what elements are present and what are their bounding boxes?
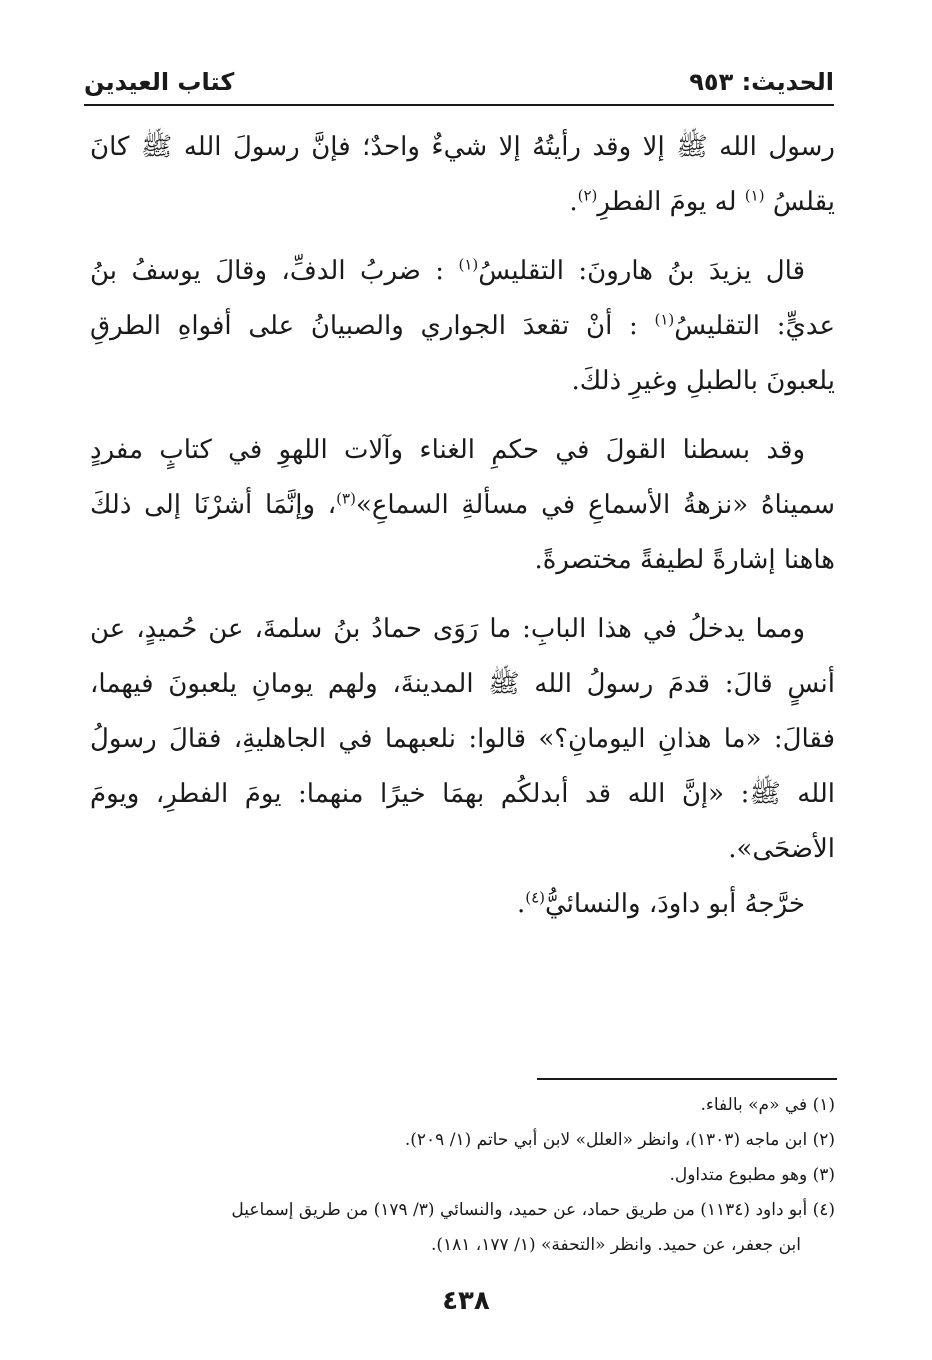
footnote-ref: (١) [654, 310, 675, 329]
paragraph-5-text: خرَّجهُ أبو داودَ، والنسائيُّ [544, 889, 805, 919]
footnotes [90, 1088, 835, 1263]
footnote-divider [537, 1078, 837, 1080]
running-header [84, 62, 834, 106]
footnote-ref: (١) [744, 186, 765, 205]
period: . [516, 889, 526, 919]
paragraph-3-text-2: ، وإنَّمَا أشرْنَا إلى ذلكَ هاهنا إشارةً لطيفةً مختصرةً. [90, 490, 835, 575]
paragraph-1-text-2: له يومَ الفطرِ [597, 187, 737, 217]
footnote-ref: (١) [458, 255, 479, 274]
page-number: ٤٣٨ [442, 1286, 490, 1316]
paragraph-3 [90, 423, 835, 588]
paragraph-2-text-3: : أنْ تقعدَ الجواري والصبيانُ على أفواهِ الطرقِ يلعبونَ بالطبلِ وغيرِ ذلكَ. [90, 311, 835, 396]
footnote-4-continued: ابن جعفر، عن حميد. وانظر «التحفة» (١/ ١٧٧، ١٨١). [430, 1235, 801, 1255]
footnote-3: (٣) وهو مطبوع متداول. [669, 1165, 835, 1185]
paragraph-5 [90, 877, 835, 932]
footnote-ref: (٤) [525, 888, 545, 907]
paragraph-2-text: قال يزيدَ بنُ هارونَ: التقليسُ [478, 256, 806, 286]
paragraph-2 [90, 244, 835, 409]
footnote-ref: (٢) [577, 186, 598, 205]
footnote-2: (٢) ابن ماجه (١٣٠٣)، وانظر «العلل» لابن أبي حاتم (١/ ٢٠٩). [404, 1130, 835, 1150]
footnote-ref: (٣) [336, 489, 356, 508]
period: . [569, 187, 578, 217]
paragraph-1 [90, 120, 835, 230]
paragraph-4-text: ومما يدخلُ في هذا البابِ: ما رَوَى حمادُ بنُ سلمةَ، عن حُميدٍ، عن أنسٍ قالَ: قدمَ رسولُ الله ﷺ المدينةَ، ولهم يومانِ يلعبونَ فيهما، فقالَ: «ما هذانِ اليومانِ؟» قالوا: نلعبهما في الجاهليةِ، فقالَ رسولُ الله ﷺ: «إنَّ الله قد أبدلكُم بهمَا خيرًا منهما: يومَ الفطرِ، ويومَ الأضحَى». [90, 614, 835, 864]
book-title: كتاب العيدين [84, 68, 235, 96]
footnote-1: (١) في «م» بالفاء. [700, 1095, 835, 1115]
footnote-4: (٤) أبو داود (١١٣٤) من طريق حماد، عن حميد، والنسائي (٣/ ١٧٩) من طريق إسماعيل [231, 1200, 835, 1220]
paragraph-3-text: وقد بسطنا القولَ في حكمِ الغناء وآلات اللهوِ في كتابٍ مفردٍ سميناهُ «نزهةُ الأسماعِ في مسألةِ السماعِ» [90, 435, 835, 520]
paragraph-2-text-2: : ضربُ الدفِّ، وقالَ يوسفُ بنُ عديٍّ: التقليسُ [90, 256, 836, 341]
main-text [90, 120, 835, 946]
hadith-number-label: الحديث: ٩٥٣ [689, 68, 834, 96]
paragraph-4 [90, 602, 835, 877]
paragraph-1-text: رسول الله ﷺ إلا وقد رأيتُهُ إلا شيءٌ واحدٌ؛ فإنَّ رسولَ الله ﷺ كانَ يقلسُ [90, 132, 835, 217]
